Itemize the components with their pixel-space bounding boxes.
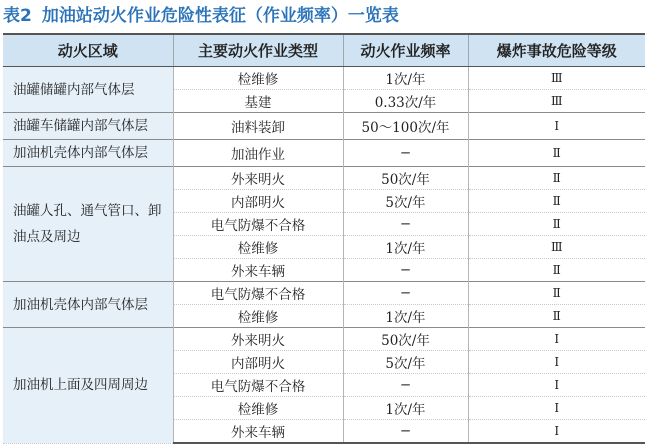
frequency-cell: 1次/年 (343, 397, 468, 420)
header-type: 主要动火作业类型 (173, 34, 343, 67)
table-row (3, 140, 645, 167)
table-number: 表2 (3, 6, 32, 26)
frequency-cell: − (343, 282, 468, 305)
grade-cell: Ⅰ (468, 351, 645, 374)
frequency-cell: 1次/年 (343, 236, 468, 259)
frequency-cell: − (343, 374, 468, 397)
grade-cell: Ⅱ (468, 259, 645, 282)
frequency-cell: 50～100次/年 (343, 113, 468, 140)
grade-cell: Ⅲ (468, 90, 645, 113)
area-cell: 油罐车储罐内部气体层 (3, 113, 173, 140)
type-cell: 内部明火 (173, 190, 343, 213)
table-body (3, 67, 645, 444)
table-title: 加油站动火作业危险性表征（作业频率）一览表 (41, 6, 399, 26)
grade-cell: Ⅰ (468, 328, 645, 351)
type-cell: 电气防爆不合格 (173, 374, 343, 397)
frequency-cell: 5次/年 (343, 351, 468, 374)
type-cell: 检维修 (173, 236, 343, 259)
header-frequency: 动火作业频率 (343, 34, 468, 67)
type-cell: 检维修 (173, 397, 343, 420)
type-cell: 外来车辆 (173, 259, 343, 282)
table-caption (3, 2, 399, 30)
type-cell: 外来明火 (173, 328, 343, 351)
frequency-cell: 5次/年 (343, 190, 468, 213)
grade-cell: Ⅰ (468, 113, 645, 140)
type-cell: 油料装卸 (173, 113, 343, 140)
type-cell: 检维修 (173, 67, 343, 90)
type-cell: 基建 (173, 90, 343, 113)
type-cell: 内部明火 (173, 351, 343, 374)
fire-work-risk-table (3, 33, 645, 444)
header-row (3, 34, 645, 67)
area-cell: 加油机壳体内部气体层 (3, 140, 173, 167)
frequency-cell: 50次/年 (343, 328, 468, 351)
grade-cell: Ⅲ (468, 67, 645, 90)
grade-cell: Ⅱ (468, 167, 645, 190)
type-cell: 外来明火 (173, 167, 343, 190)
area-cell: 加油机上面及四周周边 (3, 328, 173, 444)
grade-cell: Ⅲ (468, 236, 645, 259)
frequency-cell: − (343, 140, 468, 167)
grade-cell: Ⅰ (468, 420, 645, 444)
grade-cell: Ⅰ (468, 374, 645, 397)
frequency-cell: − (343, 259, 468, 282)
frequency-cell: 1次/年 (343, 305, 468, 328)
type-cell: 加油作业 (173, 140, 343, 167)
type-cell: 检维修 (173, 305, 343, 328)
header-grade: 爆炸事故危险等级 (468, 34, 645, 67)
type-cell: 电气防爆不合格 (173, 213, 343, 236)
type-cell: 外来车辆 (173, 420, 343, 444)
header-area: 动火区域 (3, 34, 173, 67)
grade-cell: Ⅱ (468, 190, 645, 213)
table-row (3, 328, 645, 351)
area-cell: 加油机壳体内部气体层 (3, 282, 173, 328)
grade-cell: Ⅱ (468, 305, 645, 328)
grade-cell: Ⅰ (468, 397, 645, 420)
type-cell: 电气防爆不合格 (173, 282, 343, 305)
frequency-cell: 0.33次/年 (343, 90, 468, 113)
table-row (3, 167, 645, 190)
area-cell: 油罐人孔、通气管口、卸油点及周边 (3, 167, 173, 282)
grade-cell: Ⅱ (468, 282, 645, 305)
grade-cell: Ⅱ (468, 140, 645, 167)
frequency-cell: − (343, 213, 468, 236)
table-row (3, 113, 645, 140)
table-row (3, 67, 645, 90)
grade-cell: Ⅱ (468, 213, 645, 236)
frequency-cell: 1次/年 (343, 67, 468, 90)
frequency-cell: − (343, 420, 468, 444)
area-cell: 油罐储罐内部气体层 (3, 67, 173, 113)
frequency-cell: 50次/年 (343, 167, 468, 190)
table-row (3, 282, 645, 305)
